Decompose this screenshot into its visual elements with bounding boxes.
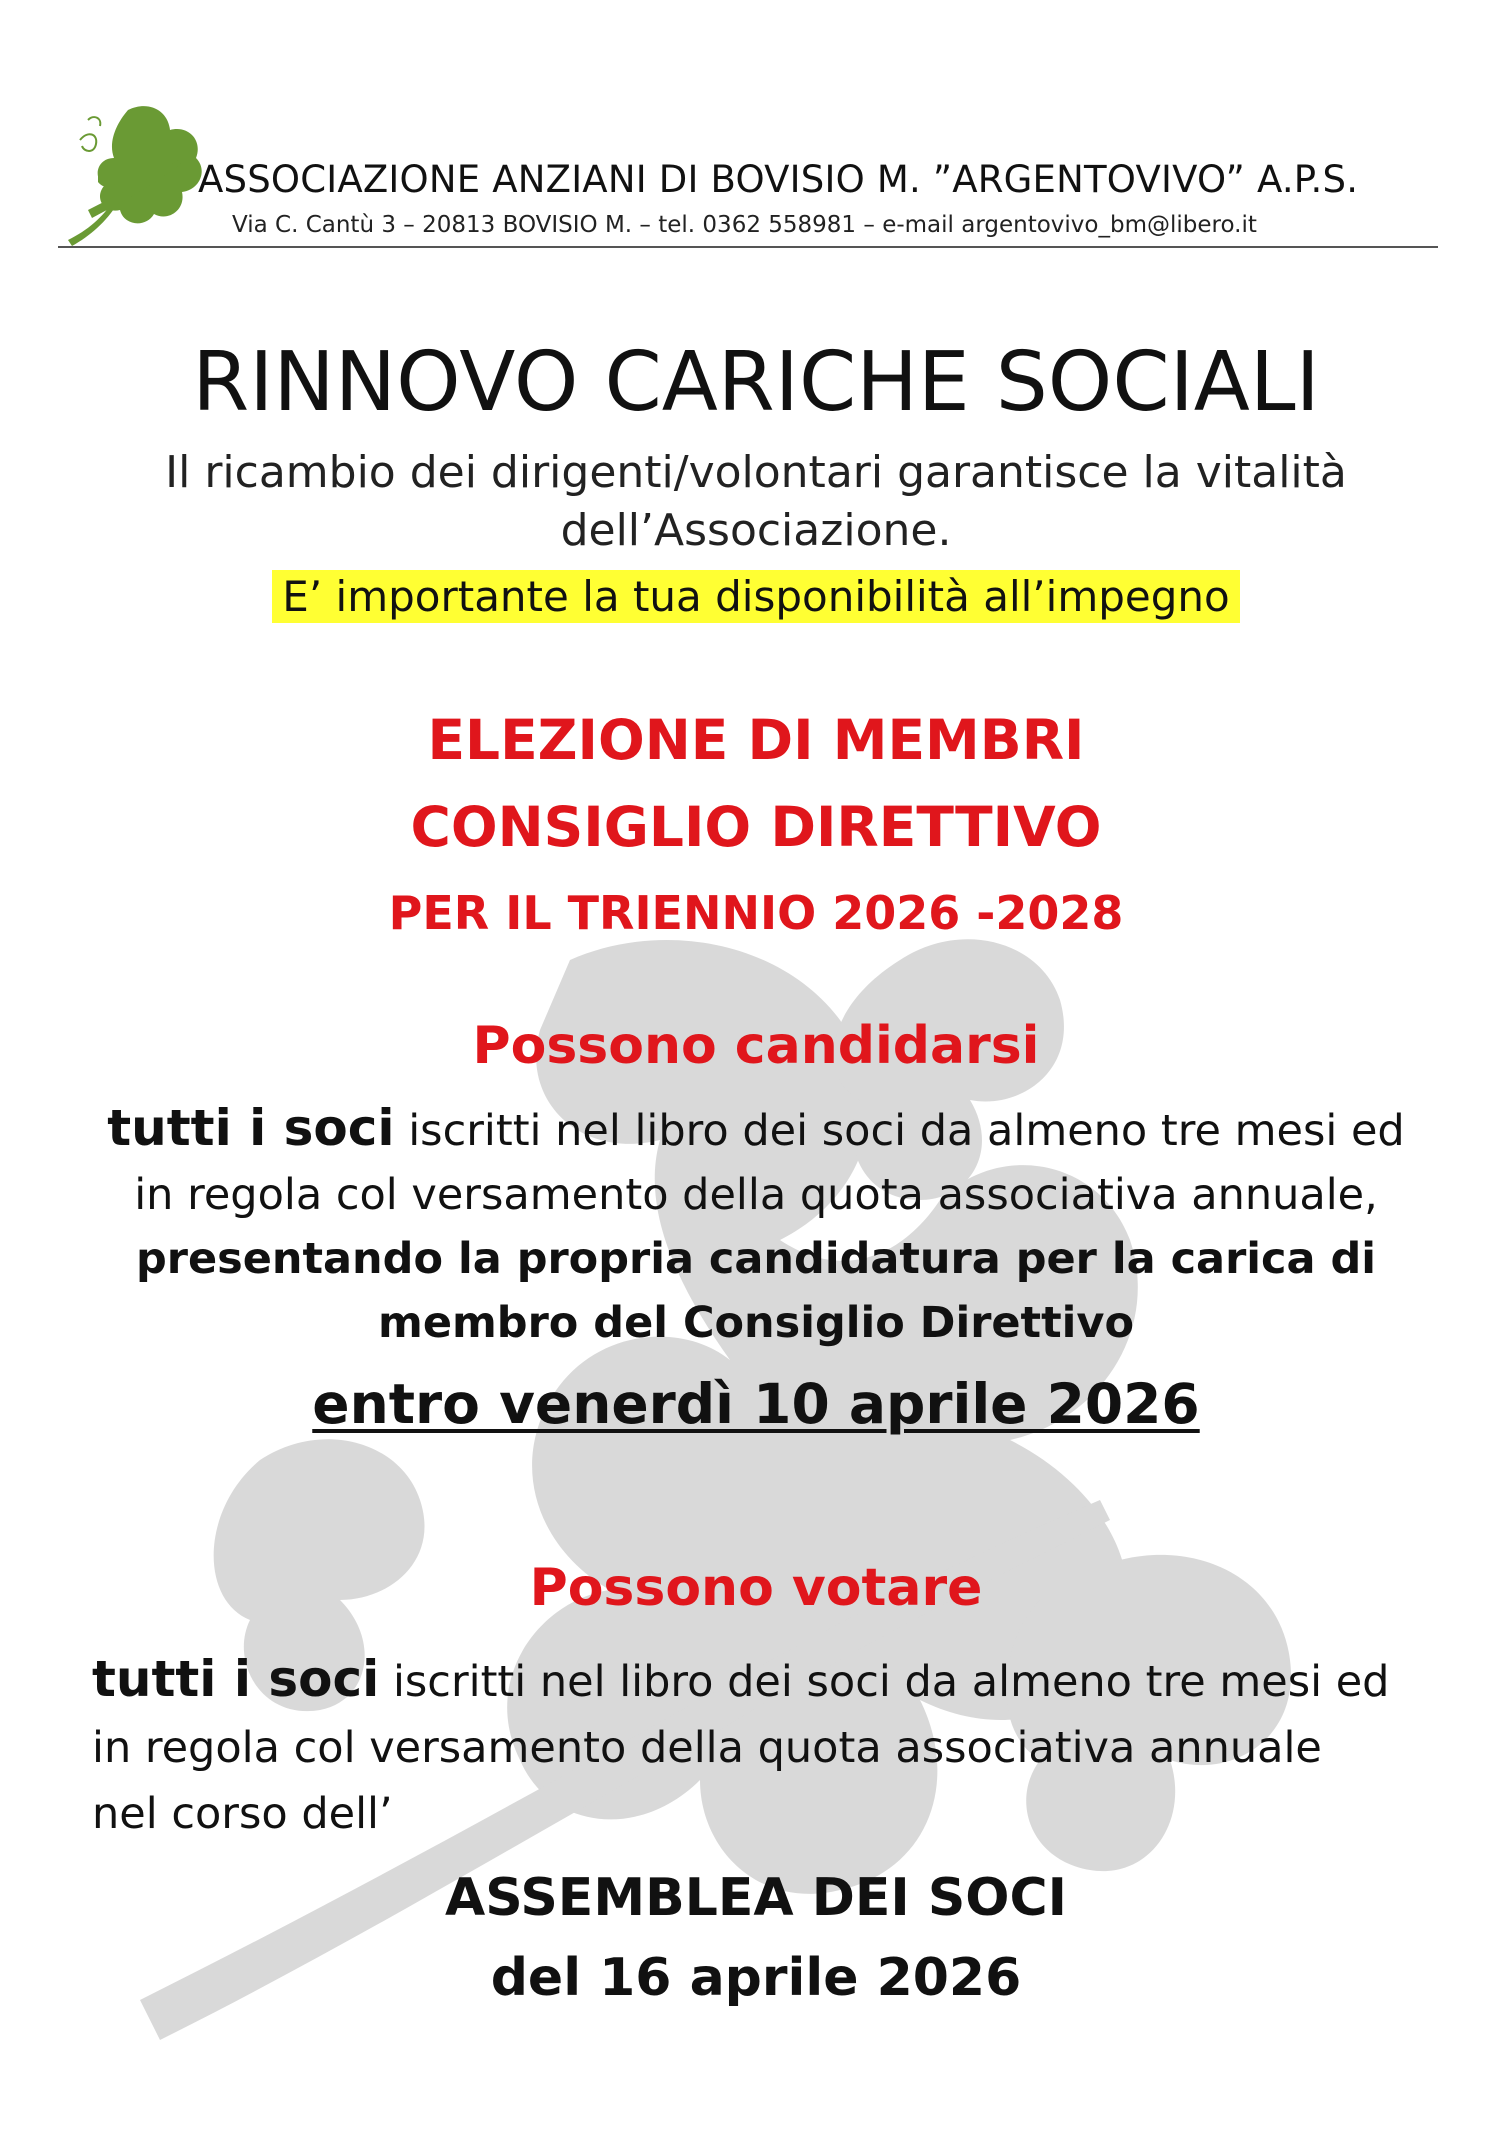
voters-heading: Possono votare (529, 1558, 983, 1618)
subtitle (0, 444, 1512, 560)
assembly-date: del 16 aprile 2026 (490, 1948, 1022, 2008)
candidacy-deadline (0, 1372, 1512, 1436)
highlight-line (0, 572, 1512, 621)
voters-text-3: nel corso dell’ (92, 1789, 393, 1839)
voters-paragraph (92, 1646, 1432, 1847)
candidates-line-1 (0, 1096, 1512, 1163)
candidates-paragraph (0, 1096, 1512, 1355)
highlighted-text: E’ importante la tua disponibilità all’impegno (272, 570, 1239, 623)
page-title: RINNOVO CARICHE SOCIALI (192, 335, 1320, 430)
header-divider (58, 246, 1438, 248)
voters-text-2: in regola col versamento della quota associativa annuale (92, 1723, 1322, 1773)
candidates-bold-1: presentando la propria candidatura per la carica di (135, 1234, 1377, 1284)
assembly-title: ASSEMBLEA DEI SOCI (444, 1868, 1068, 1928)
voters-text-1: iscritti nel libro dei soci da almeno tre mesi ed (379, 1657, 1390, 1707)
voters-line-1 (92, 1646, 1432, 1715)
deadline-text: entro venerdì 10 aprile 2026 (312, 1372, 1200, 1436)
term-heading: PER IL TRIENNIO 2026 -2028 (388, 886, 1124, 940)
election-heading: ELEZIONE DI MEMBRI (427, 708, 1085, 772)
candidates-text-2: in regola col versamento della quota associativa annuale, (134, 1170, 1378, 1220)
organization-name: ASSOCIAZIONE ANZIANI DI BOVISIO M. ”ARGENTOVIVO” A.P.S. (198, 158, 1359, 201)
voters-lead: tutti i soci (92, 1650, 380, 1708)
organization-address: Via C. Cantù 3 – 20813 BOVISIO M. – tel. 0362 558981 – e-mail argentovivo_bm@libero.it (232, 212, 1257, 238)
subtitle-line-1: Il ricambio dei dirigenti/volontari garantisce la vitalità (165, 447, 1347, 498)
council-heading: CONSIGLIO DIRETTIVO (410, 795, 1102, 859)
candidates-lead: tutti i soci (107, 1099, 395, 1157)
oak-leaf-icon (58, 100, 208, 250)
candidates-heading: Possono candidarsi (472, 1016, 1040, 1076)
subtitle-line-2: dell’Associazione. (560, 505, 952, 556)
candidates-text-1: iscritti nel libro dei soci da almeno tre mesi ed (394, 1106, 1405, 1156)
candidates-bold-2: membro del Consiglio Direttivo (378, 1298, 1134, 1348)
